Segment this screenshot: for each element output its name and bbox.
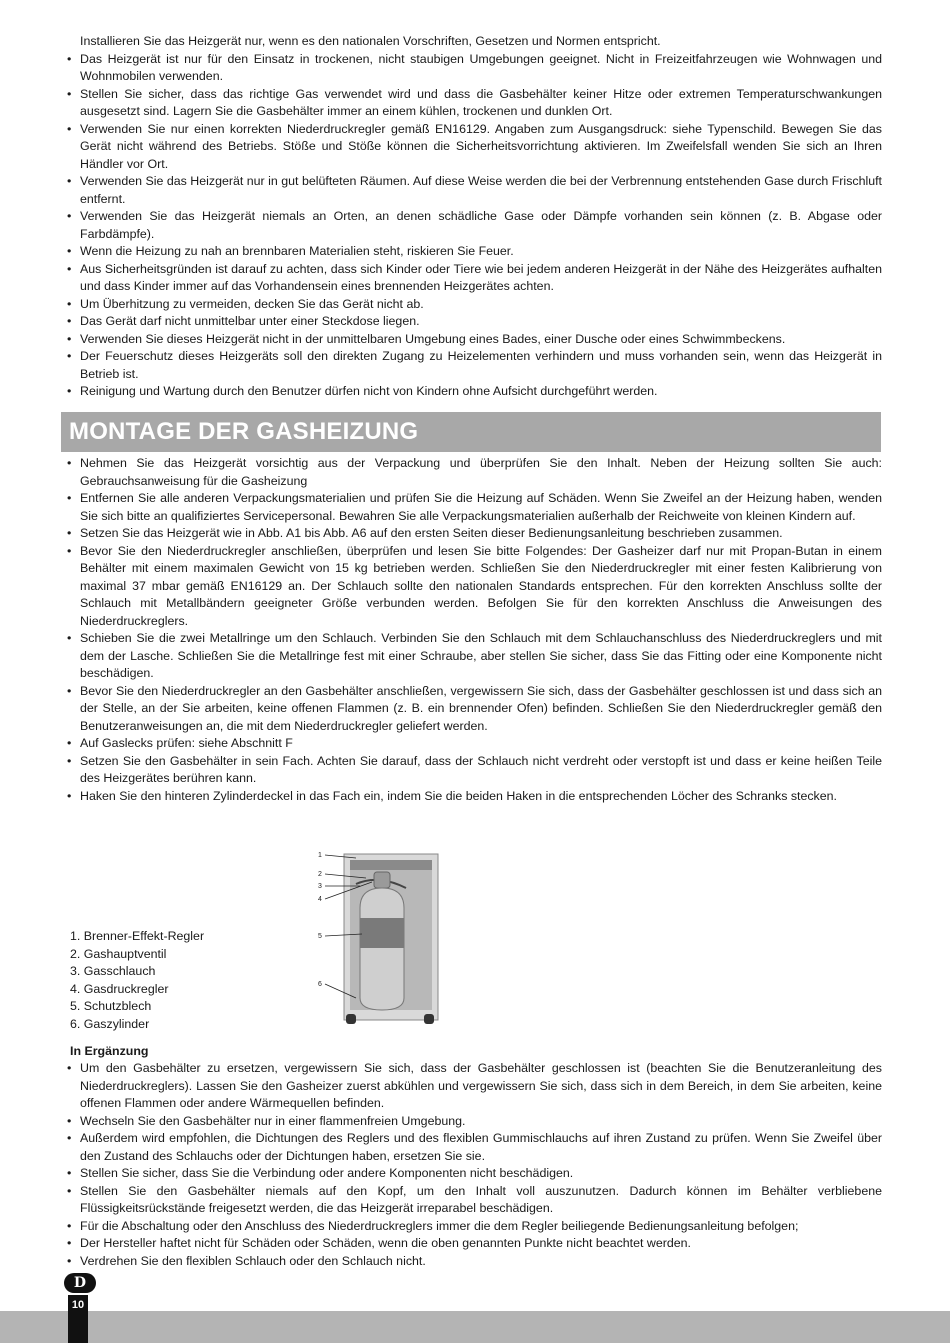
list-item: • Stellen Sie sicher, dass Sie die Verbindung oder andere Komponenten nicht beschädigen. (66, 1165, 882, 1183)
callout-2: 2 (318, 871, 322, 878)
heater-cylinder-figure (316, 848, 440, 1030)
list-item: • Verwenden Sie das Heizgerät nur in gut belüfteten Räumen. Auf diese Weise werden die bei der Verbrennung entstehenden Gase durch Frischluft entfernt. (66, 173, 882, 208)
list-item: • Außerdem wird empfohlen, die Dichtungen des Reglers und des flexiblen Gummischlauchs auf ihren Zustand zu prüfen. Wenn Sie Zweifel über den Zustand des Schlauchs oder der Dichtungen haben, ersetzen Sie sie. (66, 1130, 882, 1165)
list-item: • Das Gerät darf nicht unmittelbar unter einer Steckdose liegen. (66, 313, 882, 331)
list-item: • Bevor Sie den Niederdruckregler anschließen, überprüfen und lesen Sie bitte Folgendes: Der Gasheizer darf nur mit Propan-Butan in einem Behälter mit einem maximalen Gewicht von 15 kg betrieben werden. Schließen Sie den Niederdruckregler mit einer festen Kalibrierung von maximal 37 mbar gemäß EN16129 an. Der Schlauch sollte den nationalen Standards entsprechen. Für den korrekten Anschluss sollte der Schlauch mit Metallbändern geeigneter Größe verbunden werden. Befolgen Sie für den korrekten Anschluss die Anweisungen des Niederdruckreglers. (66, 543, 882, 631)
list-item: • Reinigung und Wartung durch den Benutzer dürfen nicht von Kindern ohne Aufsicht durchgeführt werden. (66, 383, 882, 401)
legend-item: 6. Gaszylinder (70, 1016, 150, 1031)
list-item: • Um Überhitzung zu vermeiden, decken Sie das Gerät nicht ab. (66, 296, 882, 314)
list-item: • Setzen Sie den Gasbehälter in sein Fach. Achten Sie darauf, dass der Schlauch nicht verdreht oder verstopft ist und dass er keine heißen Teile des Heizgerätes berühren kann. (66, 753, 882, 788)
list-item: • Haken Sie den hinteren Zylinderdeckel in das Fach ein, indem Sie die beiden Haken in die entsprechenden Löcher des Schranks stecken. (66, 788, 882, 806)
list-item: • Verwenden Sie das Heizgerät niemals an Orten, an denen schädliche Gase oder Dämpfe vorhanden sein können (z. B. Abgase oder Farbdämpfe). (66, 208, 882, 243)
list-item: • Schieben Sie die zwei Metallringe um den Schlauch. Verbinden Sie den Schlauch mit dem Schlauchanschluss des Niederdruckreglers und mit dem der Lasche. Schließen Sie die Metallringe fest mit einer Schraube, aber stellen Sie sicher, dass Sie das Fitting oder eine Komponente nicht beschädigen. (66, 630, 882, 683)
section-heading: MONTAGE DER GASHEIZUNG (61, 412, 881, 452)
figure-legend (70, 928, 204, 1033)
list-item: • Um den Gasbehälter zu ersetzen, vergewissern Sie sich, dass der Gasbehälter geschlossen ist (beachten Sie die Benutzeranleitung des Niederdruckreglers). Lassen Sie den Gasheizer zuerst abkühlen und vergewissern Sie sich, dass sich in dem Bereich, in dem Sie arbeiten, keine offenen Flammen oder andere Wärmequellen befinden. (66, 1060, 882, 1113)
legend-item: 4. Gasdruckregler (70, 981, 169, 996)
list-item: • Stellen Sie den Gasbehälter niemals auf den Kopf, um den Inhalt voll auszunutzen. Dadurch können im Behälter verbliebene Flüssigkeitsrückstände freigesetzt werden, die das Heizgerät irreparabel beschädigen. (66, 1183, 882, 1218)
list-item: • Das Heizgerät ist nur für den Einsatz in trockenen, nicht staubigen Umgebungen geeignet. Nicht in Freizeitfahrzeugen wie Wohnwagen und Wohnmobilen verwenden. (66, 51, 882, 86)
list-item: • Entfernen Sie alle anderen Verpackungsmaterialien und prüfen Sie die Heizung auf Schäden. Wenn Sie Zweifel an der Heizung haben, wenden Sie sich bitte an qualifiziertes Servicepersonal. Bewahren Sie alle Verpackungsmaterialien außerhalb der Reichweite von kleinen Kindern auf. (66, 490, 882, 525)
legend-item: 5. Schutzblech (70, 999, 152, 1013)
callout-5: 5 (318, 933, 322, 940)
safety-instructions-list (66, 33, 882, 401)
list-item: • Aus Sicherheitsgründen ist darauf zu achten, dass sich Kinder oder Tiere wie bei jedem anderen Heizgerät in der Nähe des Heizgerätes aufhalten und dass Kinder immer auf das Vorhandensein eines brennenden Heizgerätes achten. (66, 261, 882, 296)
page-number: 10 (71, 1299, 85, 1311)
list-item: • Verwenden Sie nur einen korrekten Niederdruckregler gemäß EN16129. Angaben zum Ausgangsdruck: siehe Typenschild. Bewegen Sie das Gerät nicht während des Betriebs. Stöße und Stöße können die Sicherheitsvorrichtung aktivieren. Im Zweifelsfall wenden Sie sich an Ihren Händler vor Ort. (66, 121, 882, 174)
list-item: • Nehmen Sie das Heizgerät vorsichtig aus der Verpackung und überprüfen Sie den Inhalt. Neben der Heizung sollten Sie auch: Gebrauchsanweisung für die Gasheizung (66, 455, 882, 490)
list-item: • Wechseln Sie den Gasbehälter nur in einer flammenfreien Umgebung. (66, 1113, 882, 1131)
callout-6: 6 (318, 981, 322, 988)
legend-item: 1. Brenner-Effekt-Regler (70, 929, 205, 943)
list-item: • Auf Gaslecks prüfen: siehe Abschnitt F (66, 735, 882, 753)
list-item: • Stellen Sie sicher, dass das richtige Gas verwendet wird und dass die Gasbehälter keiner Hitze oder extremen Temperaturschwankungen ausgesetzt sind. Lagern Sie die Gasbehälter immer an einem kühlen, trockenen und dunklen Ort. (66, 86, 882, 121)
legend-item: 3. Gasschlauch (70, 964, 156, 978)
list-item: • Der Feuerschutz dieses Heizgeräts soll den direkten Zugang zu Heizelementen verhindern und muss vorhanden sein, wenn das Heizgerät in Betrieb ist. (66, 348, 882, 383)
list-item: • Für die Abschaltung oder den Anschluss des Niederdruckreglers immer die dem Regler beiliegende Bedienungsanleitung befolgen; (66, 1218, 882, 1236)
callout-1: 1 (318, 852, 322, 859)
callout-4: 4 (318, 896, 322, 903)
list-item: Installieren Sie das Heizgerät nur, wenn es den nationalen Vorschriften, Gesetzen und Normen entspricht. (80, 34, 661, 48)
list-item: • Setzen Sie das Heizgerät wie in Abb. A1 bis Abb. A6 auf den ersten Seiten dieser Bedienungsanleitung beschrieben zusammen. (66, 525, 882, 543)
list-item: • Verdrehen Sie den flexiblen Schlauch oder den Schlauch nicht. (66, 1253, 882, 1271)
mounting-instructions-list (66, 455, 882, 805)
list-item: • Der Hersteller haftet nicht für Schäden oder Schäden, wenn die oben genannten Punkte nicht beachtet werden. (66, 1235, 882, 1253)
legend-item: 2. Gashauptventil (70, 946, 167, 961)
list-item: • Wenn die Heizung zu nah an brennbaren Materialien steht, riskieren Sie Feuer. (66, 243, 882, 261)
supplement-list (66, 1060, 882, 1270)
list-item: • Verwenden Sie dieses Heizgerät nicht in der unmittelbaren Umgebung eines Bades, einer Dusche oder eines Schwimmbeckens. (66, 331, 882, 349)
language-badge: D (64, 1273, 96, 1293)
callout-3: 3 (318, 883, 322, 890)
supplement-title: In Ergänzung (70, 1044, 149, 1058)
footer-band (0, 1311, 950, 1343)
list-item: • Bevor Sie den Niederdruckregler an den Gasbehälter anschließen, vergewissern Sie sich, dass der Gasbehälter geschlossen ist und dass sich an der Stelle, an der Sie arbeiten, keine offenen Flammen (z. B. ein brennender Ofen) befinden. Schließen Sie den Niederdruckregler gemäß den Benutzeranweisungen an, die mit dem Niederdruckregler geliefert werden. (66, 683, 882, 736)
